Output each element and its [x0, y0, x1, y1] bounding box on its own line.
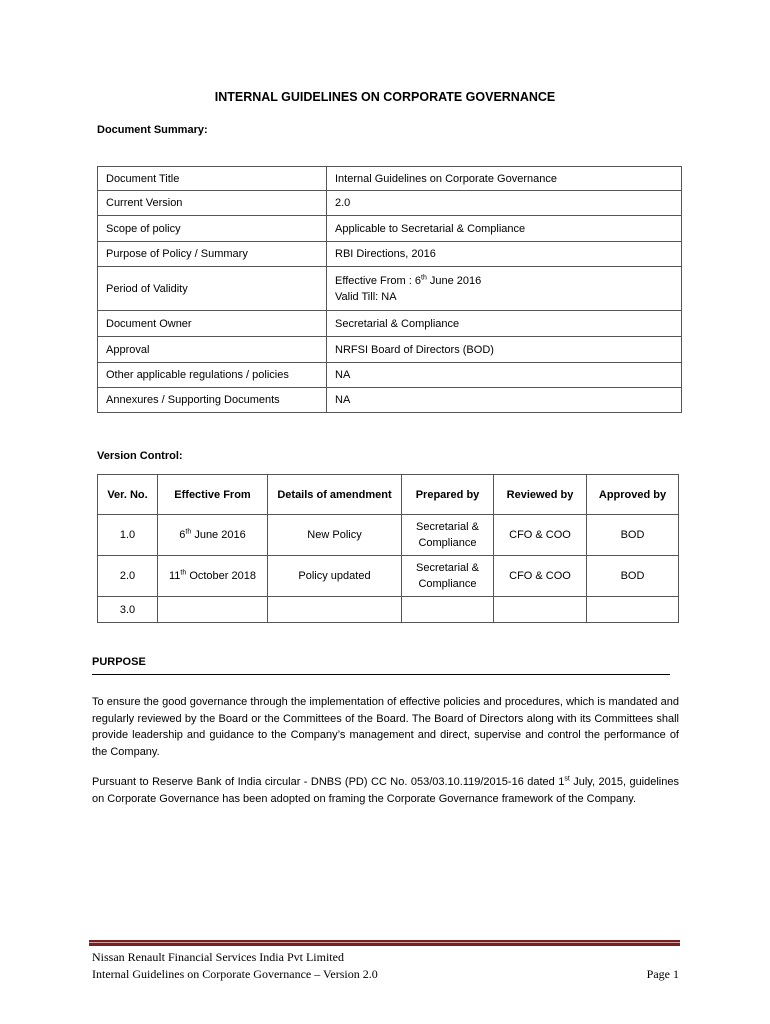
purpose-paragraph-1: To ensure the good governance through the implementation of effective policies and procedures, which is mandated and regularly reviewed by the Board or the Committees of the Board. The Board of Directors along with its Committees shall provide leadership and guidance to the Company’s management and direct, supervise and control the performance of the Company. [92, 696, 679, 758]
reviewed-cell: CFO & COO [494, 556, 587, 597]
summary-value: Secretarial & Compliance [327, 311, 682, 337]
summary-key: Current Version [98, 191, 327, 216]
date-sup: th [180, 569, 187, 577]
table-row [98, 337, 682, 363]
page-number: Page 1 [646, 967, 679, 981]
summary-value: 2.0 [327, 191, 682, 216]
details-cell: New Policy [268, 515, 402, 556]
table-row [98, 597, 679, 623]
validity-till: Valid Till: NA [335, 290, 397, 303]
date-rest: October 2018 [186, 570, 256, 582]
col-header: Prepared by [402, 475, 494, 515]
table-row [98, 556, 679, 597]
summary-heading: Document Summary: [97, 124, 208, 136]
summary-key: Approval [98, 337, 327, 363]
reviewed-cell: CFO & COO [494, 515, 587, 556]
table-row [98, 242, 682, 267]
footer-doc-version: Internal Guidelines on Corporate Governance – Version 2.0 [92, 967, 378, 981]
date-rest: June 2016 [191, 529, 246, 541]
footer-divider [89, 940, 680, 946]
summary-value: NA [327, 363, 682, 388]
col-header: Approved by [587, 475, 679, 515]
summary-value: RBI Directions, 2016 [327, 242, 682, 267]
summary-key: Period of Validity [98, 267, 327, 311]
ver-cell: 1.0 [98, 515, 158, 556]
summary-value: Applicable to Secretarial & Compliance [327, 216, 682, 242]
col-header: Ver. No. [98, 475, 158, 515]
details-cell: Policy updated [268, 556, 402, 597]
validity-from-post: June 2016 [426, 274, 482, 287]
table-row [98, 216, 682, 242]
footer-company: Nissan Renault Financial Services India Pvt Limited [92, 950, 344, 964]
table-row [98, 191, 682, 216]
summary-value: Internal Guidelines on Corporate Governance [327, 167, 682, 191]
purpose-divider [92, 674, 670, 675]
approved-cell: BOD [587, 515, 679, 556]
ver-cell: 3.0 [98, 597, 158, 623]
document-title: INTERNAL GUIDELINES ON CORPORATE GOVERNANCE [214, 90, 556, 104]
summary-key: Annexures / Supporting Documents [98, 388, 327, 413]
summary-key: Purpose of Policy / Summary [98, 242, 327, 267]
table-row [98, 311, 682, 337]
approved-cell [587, 597, 679, 623]
col-header: Details of amendment [268, 475, 402, 515]
table-row [98, 167, 682, 191]
version-table [97, 474, 679, 623]
purpose-paragraph-2 [92, 774, 679, 807]
prepared-cell: Secretarial & Compliance [402, 515, 494, 556]
ver-cell: 2.0 [98, 556, 158, 597]
para2-pre: Pursuant to Reserve Bank of India circular - DNBS (PD) CC No. 053/03.10.119/2015-16 dated 1 [92, 776, 565, 788]
reviewed-cell [494, 597, 587, 623]
date-cell [158, 556, 268, 597]
version-heading: Version Control: [97, 450, 183, 462]
validity-from-pre: Effective From : 6 [335, 274, 421, 287]
date-day: 11 [169, 570, 181, 582]
table-header-row [98, 475, 679, 515]
summary-key: Scope of policy [98, 216, 327, 242]
para2-sup: st [564, 775, 570, 783]
summary-value [327, 267, 682, 311]
validity-from-sup: th [421, 273, 427, 281]
details-cell [268, 597, 402, 623]
table-row [98, 267, 682, 311]
summary-key: Other applicable regulations / policies [98, 363, 327, 388]
table-row [98, 363, 682, 388]
purpose-heading: PURPOSE [92, 656, 146, 668]
date-cell [158, 515, 268, 556]
col-header: Reviewed by [494, 475, 587, 515]
para2-post: July, 2015, guidelines on Corporate Governance has been adopted on framing the Corporate Governance framework of the Company. [92, 776, 679, 805]
date-day: 6 [179, 529, 186, 541]
summary-key: Document Owner [98, 311, 327, 337]
summary-key: Document Title [98, 167, 327, 191]
table-row [98, 515, 679, 556]
prepared-cell [402, 597, 494, 623]
summary-value: NA [327, 388, 682, 413]
date-sup: th [185, 528, 192, 536]
summary-table [97, 166, 682, 413]
prepared-cell: Secretarial & Compliance [402, 556, 494, 597]
date-cell [158, 597, 268, 623]
col-header: Effective From [158, 475, 268, 515]
table-row [98, 388, 682, 413]
summary-value: NRFSI Board of Directors (BOD) [327, 337, 682, 363]
approved-cell: BOD [587, 556, 679, 597]
